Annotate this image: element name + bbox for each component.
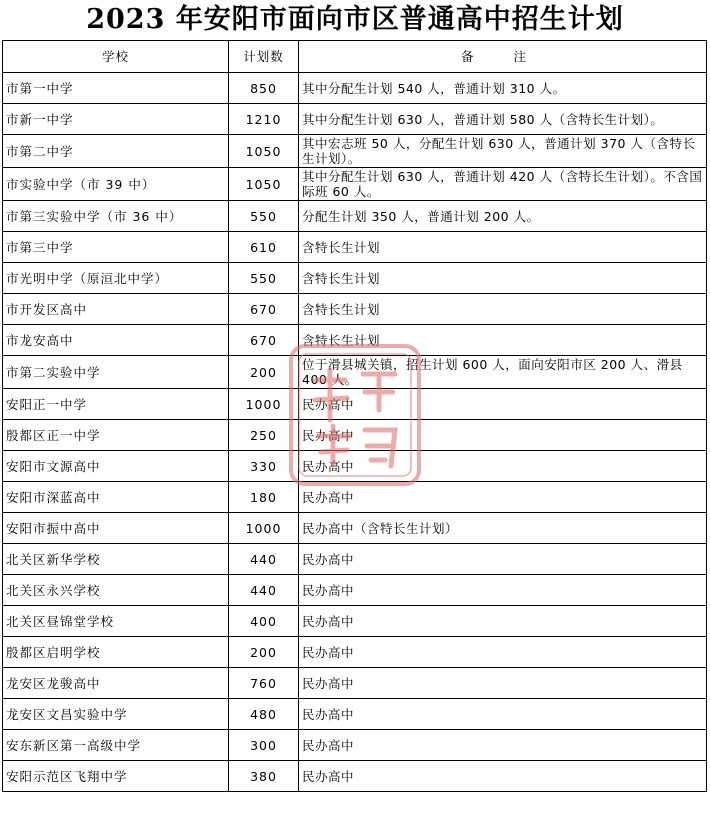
- plan-count: 610: [229, 232, 299, 263]
- plan-count: 760: [229, 668, 299, 699]
- note-column-header: 备 注: [299, 41, 707, 73]
- table-row: [3, 168, 707, 201]
- table-row: [3, 699, 707, 730]
- plan-count: 1050: [229, 135, 299, 168]
- table-row: [3, 544, 707, 575]
- remark: 民办高中: [299, 482, 707, 513]
- school-name: 市龙安高中: [3, 325, 229, 356]
- school-name: 市第三实验中学（市 36 中）: [3, 201, 229, 232]
- table-row: [3, 232, 707, 263]
- school-name: 安阳市振中高中: [3, 513, 229, 544]
- table-row: [3, 575, 707, 606]
- school-name: 市第一中学: [3, 73, 229, 104]
- school-name: 北关区永兴学校: [3, 575, 229, 606]
- table-row: [3, 263, 707, 294]
- table-row: [3, 451, 707, 482]
- school-name: 龙安区文昌实验中学: [3, 699, 229, 730]
- table-row: [3, 730, 707, 761]
- table-header-row: [3, 41, 707, 73]
- plan-count: 300: [229, 730, 299, 761]
- table-row: [3, 482, 707, 513]
- page-title: 2023 年安阳市面向市区普通高中招生计划: [86, 4, 624, 35]
- plan-count: 670: [229, 325, 299, 356]
- school-name: 安阳正一中学: [3, 389, 229, 420]
- remark: 民办高中: [299, 730, 707, 761]
- remark: 含特长生计划: [299, 294, 707, 325]
- plan-count: 480: [229, 699, 299, 730]
- plan-count: 850: [229, 73, 299, 104]
- remark: 其中分配生计划 630 人，普通计划 420 人（含特长生计划）。不含国际班 60 人。: [299, 168, 707, 201]
- remark: 民办高中: [299, 420, 707, 451]
- remark: 民办高中: [299, 699, 707, 730]
- school-name: 市实验中学（市 39 中）: [3, 168, 229, 201]
- table-row: [3, 73, 707, 104]
- plan-count: 550: [229, 263, 299, 294]
- remark: 民办高中: [299, 637, 707, 668]
- plan-count: 380: [229, 761, 299, 792]
- remark: 民办高中: [299, 606, 707, 637]
- school-name: 市开发区高中: [3, 294, 229, 325]
- remark: 含特长生计划: [299, 263, 707, 294]
- school-name: 北关区昼锦堂学校: [3, 606, 229, 637]
- table-row: [3, 294, 707, 325]
- table-row: [3, 513, 707, 544]
- school-name: 北关区新华学校: [3, 544, 229, 575]
- table-row: [3, 761, 707, 792]
- school-name: 安阳市深蓝高中: [3, 482, 229, 513]
- table-row: [3, 356, 707, 389]
- remark: 民办高中: [299, 761, 707, 792]
- count-column-header: 计划数: [229, 41, 299, 73]
- school-name: 殷都区正一中学: [3, 420, 229, 451]
- remark: 含特长生计划: [299, 325, 707, 356]
- plan-count: 670: [229, 294, 299, 325]
- enrollment-plan-table: [2, 40, 707, 792]
- remark: 含特长生计划: [299, 232, 707, 263]
- remark: 其中宏志班 50 人，分配生计划 630 人，普通计划 370 人（含特长生计划）。: [299, 135, 707, 168]
- plan-count: 1210: [229, 104, 299, 135]
- table-row: [3, 325, 707, 356]
- remark: 民办高中: [299, 575, 707, 606]
- school-name: 安阳示范区飞翔中学: [3, 761, 229, 792]
- table-row: [3, 420, 707, 451]
- remark: 民办高中: [299, 389, 707, 420]
- remark: 民办高中: [299, 451, 707, 482]
- school-column-header: 学校: [3, 41, 229, 73]
- school-name: 市第二中学: [3, 135, 229, 168]
- plan-count: 200: [229, 356, 299, 389]
- school-name: 安东新区第一高级中学: [3, 730, 229, 761]
- school-name: 殷都区启明学校: [3, 637, 229, 668]
- school-name: 市新一中学: [3, 104, 229, 135]
- plan-count: 440: [229, 544, 299, 575]
- plan-count: 1000: [229, 513, 299, 544]
- table-row: [3, 104, 707, 135]
- plan-count: 200: [229, 637, 299, 668]
- school-name: 市光明中学（原洹北中学）: [3, 263, 229, 294]
- remark: 位于滑县城关镇，招生计划 600 人，面向安阳市区 200 人、滑县 400 人。: [299, 356, 707, 389]
- remark: 其中分配生计划 540 人，普通计划 310 人。: [299, 73, 707, 104]
- school-name: 市第二实验中学: [3, 356, 229, 389]
- plan-count: 1050: [229, 168, 299, 201]
- school-name: 市第三中学: [3, 232, 229, 263]
- table-row: [3, 637, 707, 668]
- table-row: [3, 606, 707, 637]
- remark: 民办高中（含特长生计划）: [299, 513, 707, 544]
- plan-count: 440: [229, 575, 299, 606]
- remark: 民办高中: [299, 544, 707, 575]
- remark: 其中分配生计划 630 人，普通计划 580 人（含特长生计划）。: [299, 104, 707, 135]
- table-row: [3, 668, 707, 699]
- table-row: [3, 389, 707, 420]
- school-name: 龙安区龙骏高中: [3, 668, 229, 699]
- plan-count: 1000: [229, 389, 299, 420]
- school-name: 安阳市文源高中: [3, 451, 229, 482]
- plan-count: 330: [229, 451, 299, 482]
- table-row: [3, 201, 707, 232]
- plan-count: 180: [229, 482, 299, 513]
- plan-count: 400: [229, 606, 299, 637]
- plan-count: 250: [229, 420, 299, 451]
- remark: 民办高中: [299, 668, 707, 699]
- table-row: [3, 135, 707, 168]
- plan-count: 550: [229, 201, 299, 232]
- remark: 分配生计划 350 人，普通计划 200 人。: [299, 201, 707, 232]
